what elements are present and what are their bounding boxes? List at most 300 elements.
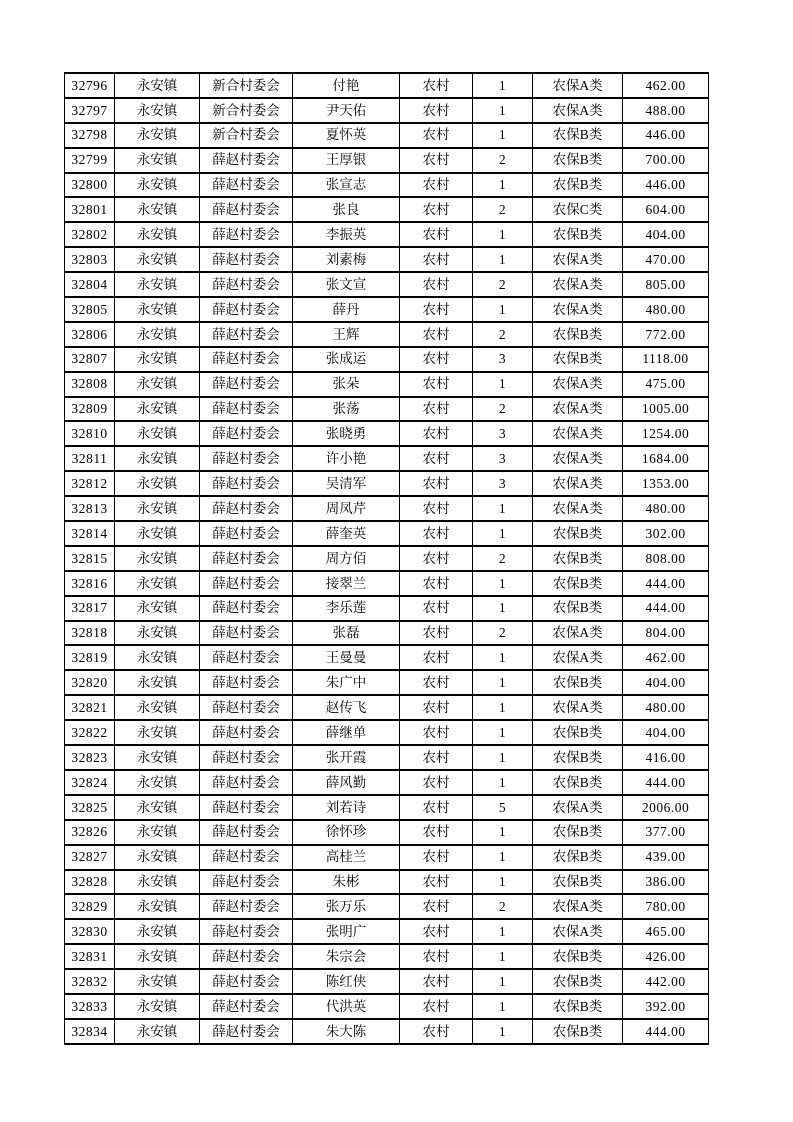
table-row xyxy=(65,272,709,297)
cell-name: 王厚银 xyxy=(293,148,400,173)
cell-serial: 32804 xyxy=(65,272,115,297)
cell-residence: 农村 xyxy=(400,421,473,446)
cell-category: 农保B类 xyxy=(533,845,623,870)
cell-residence: 农村 xyxy=(400,820,473,845)
cell-town: 永安镇 xyxy=(115,944,200,969)
cell-amount: 444.00 xyxy=(623,1019,709,1044)
cell-count: 1 xyxy=(473,98,533,123)
cell-category: 农保A类 xyxy=(533,247,623,272)
cell-serial: 32811 xyxy=(65,446,115,471)
cell-town: 永安镇 xyxy=(115,123,200,148)
cell-amount: 470.00 xyxy=(623,247,709,272)
cell-town: 永安镇 xyxy=(115,322,200,347)
table-row xyxy=(65,322,709,347)
cell-serial: 32827 xyxy=(65,845,115,870)
cell-name: 张万乐 xyxy=(293,894,400,919)
cell-name: 刘素梅 xyxy=(293,247,400,272)
cell-count: 1 xyxy=(473,1019,533,1044)
cell-amount: 1118.00 xyxy=(623,347,709,372)
table-row xyxy=(65,770,709,795)
cell-name: 薛奎英 xyxy=(293,521,400,546)
cell-category: 农保A类 xyxy=(533,919,623,944)
cell-residence: 农村 xyxy=(400,571,473,596)
cell-town: 永安镇 xyxy=(115,247,200,272)
cell-residence: 农村 xyxy=(400,123,473,148)
table-row xyxy=(65,546,709,571)
cell-category: 农保B类 xyxy=(533,173,623,198)
cell-village: 薛赵村委会 xyxy=(200,670,293,695)
cell-count: 1 xyxy=(473,571,533,596)
cell-village: 薛赵村委会 xyxy=(200,695,293,720)
cell-residence: 农村 xyxy=(400,645,473,670)
cell-amount: 416.00 xyxy=(623,745,709,770)
cell-serial: 32799 xyxy=(65,148,115,173)
cell-serial: 32820 xyxy=(65,670,115,695)
cell-amount: 446.00 xyxy=(623,173,709,198)
cell-serial: 32817 xyxy=(65,596,115,621)
cell-town: 永安镇 xyxy=(115,571,200,596)
cell-count: 1 xyxy=(473,944,533,969)
table-row xyxy=(65,745,709,770)
table-row xyxy=(65,98,709,123)
cell-village: 新合村委会 xyxy=(200,123,293,148)
cell-category: 农保A类 xyxy=(533,98,623,123)
cell-name: 薛风勤 xyxy=(293,770,400,795)
cell-town: 永安镇 xyxy=(115,197,200,222)
table-row xyxy=(65,197,709,222)
cell-village: 薛赵村委会 xyxy=(200,173,293,198)
cell-serial: 32803 xyxy=(65,247,115,272)
cell-count: 1 xyxy=(473,596,533,621)
table-row xyxy=(65,372,709,397)
cell-name: 李乐莲 xyxy=(293,596,400,621)
cell-amount: 604.00 xyxy=(623,197,709,222)
cell-name: 赵传飞 xyxy=(293,695,400,720)
cell-count: 1 xyxy=(473,870,533,895)
cell-name: 尹天佑 xyxy=(293,98,400,123)
cell-residence: 农村 xyxy=(400,919,473,944)
cell-town: 永安镇 xyxy=(115,795,200,820)
cell-serial: 32833 xyxy=(65,994,115,1019)
table-row xyxy=(65,148,709,173)
cell-amount: 462.00 xyxy=(623,645,709,670)
cell-amount: 426.00 xyxy=(623,944,709,969)
cell-residence: 农村 xyxy=(400,695,473,720)
cell-village: 薛赵村委会 xyxy=(200,944,293,969)
cell-serial: 32828 xyxy=(65,870,115,895)
cell-count: 3 xyxy=(473,471,533,496)
cell-village: 薛赵村委会 xyxy=(200,546,293,571)
cell-residence: 农村 xyxy=(400,770,473,795)
table-row xyxy=(65,471,709,496)
cell-village: 薛赵村委会 xyxy=(200,272,293,297)
cell-town: 永安镇 xyxy=(115,695,200,720)
table-row xyxy=(65,845,709,870)
cell-name: 张磊 xyxy=(293,621,400,646)
cell-amount: 302.00 xyxy=(623,521,709,546)
cell-count: 2 xyxy=(473,546,533,571)
cell-count: 3 xyxy=(473,421,533,446)
cell-serial: 32832 xyxy=(65,969,115,994)
cell-category: 农保A类 xyxy=(533,297,623,322)
cell-amount: 2006.00 xyxy=(623,795,709,820)
cell-village: 薛赵村委会 xyxy=(200,820,293,845)
cell-name: 张晓勇 xyxy=(293,421,400,446)
cell-amount: 444.00 xyxy=(623,770,709,795)
cell-amount: 488.00 xyxy=(623,98,709,123)
cell-category: 农保B类 xyxy=(533,870,623,895)
cell-name: 接翠兰 xyxy=(293,571,400,596)
cell-serial: 32807 xyxy=(65,347,115,372)
cell-category: 农保B类 xyxy=(533,521,623,546)
cell-residence: 农村 xyxy=(400,670,473,695)
cell-residence: 农村 xyxy=(400,795,473,820)
cell-residence: 农村 xyxy=(400,173,473,198)
cell-category: 农保B类 xyxy=(533,148,623,173)
cell-category: 农保B类 xyxy=(533,222,623,247)
cell-serial: 32802 xyxy=(65,222,115,247)
cell-residence: 农村 xyxy=(400,297,473,322)
cell-name: 周方佰 xyxy=(293,546,400,571)
cell-residence: 农村 xyxy=(400,596,473,621)
cell-name: 张文宣 xyxy=(293,272,400,297)
cell-residence: 农村 xyxy=(400,745,473,770)
cell-town: 永安镇 xyxy=(115,446,200,471)
cell-category: 农保B类 xyxy=(533,820,623,845)
cell-residence: 农村 xyxy=(400,720,473,745)
cell-category: 农保B类 xyxy=(533,347,623,372)
cell-town: 永安镇 xyxy=(115,621,200,646)
cell-amount: 1005.00 xyxy=(623,397,709,422)
cell-village: 薛赵村委会 xyxy=(200,894,293,919)
cell-count: 1 xyxy=(473,123,533,148)
cell-amount: 1684.00 xyxy=(623,446,709,471)
cell-town: 永安镇 xyxy=(115,845,200,870)
cell-name: 李振英 xyxy=(293,222,400,247)
table-row xyxy=(65,994,709,1019)
cell-amount: 465.00 xyxy=(623,919,709,944)
cell-amount: 780.00 xyxy=(623,894,709,919)
cell-category: 农保B类 xyxy=(533,546,623,571)
cell-name: 薛丹 xyxy=(293,297,400,322)
cell-village: 薛赵村委会 xyxy=(200,421,293,446)
cell-count: 1 xyxy=(473,695,533,720)
cell-count: 2 xyxy=(473,894,533,919)
table-row xyxy=(65,1019,709,1044)
cell-amount: 404.00 xyxy=(623,670,709,695)
cell-amount: 1254.00 xyxy=(623,421,709,446)
cell-category: 农保B类 xyxy=(533,770,623,795)
cell-count: 1 xyxy=(473,969,533,994)
cell-amount: 392.00 xyxy=(623,994,709,1019)
cell-category: 农保A类 xyxy=(533,621,623,646)
cell-serial: 32800 xyxy=(65,173,115,198)
cell-count: 1 xyxy=(473,372,533,397)
cell-category: 农保B类 xyxy=(533,994,623,1019)
cell-village: 薛赵村委会 xyxy=(200,247,293,272)
cell-serial: 32830 xyxy=(65,919,115,944)
cell-village: 薛赵村委会 xyxy=(200,720,293,745)
cell-residence: 农村 xyxy=(400,446,473,471)
cell-serial: 32824 xyxy=(65,770,115,795)
cell-serial: 32801 xyxy=(65,197,115,222)
cell-name: 代洪英 xyxy=(293,994,400,1019)
cell-name: 徐怀珍 xyxy=(293,820,400,845)
cell-village: 薛赵村委会 xyxy=(200,645,293,670)
cell-serial: 32812 xyxy=(65,471,115,496)
cell-town: 永安镇 xyxy=(115,770,200,795)
cell-town: 永安镇 xyxy=(115,994,200,1019)
cell-village: 薛赵村委会 xyxy=(200,521,293,546)
cell-serial: 32809 xyxy=(65,397,115,422)
cell-amount: 404.00 xyxy=(623,222,709,247)
cell-amount: 377.00 xyxy=(623,820,709,845)
cell-residence: 农村 xyxy=(400,347,473,372)
cell-amount: 700.00 xyxy=(623,148,709,173)
cell-amount: 444.00 xyxy=(623,571,709,596)
cell-village: 新合村委会 xyxy=(200,98,293,123)
cell-amount: 772.00 xyxy=(623,322,709,347)
cell-name: 吴清军 xyxy=(293,471,400,496)
cell-village: 薛赵村委会 xyxy=(200,397,293,422)
table-row xyxy=(65,123,709,148)
cell-serial: 32823 xyxy=(65,745,115,770)
cell-residence: 农村 xyxy=(400,546,473,571)
cell-category: 农保B类 xyxy=(533,969,623,994)
cell-count: 1 xyxy=(473,521,533,546)
cell-count: 2 xyxy=(473,148,533,173)
cell-town: 永安镇 xyxy=(115,870,200,895)
cell-amount: 446.00 xyxy=(623,123,709,148)
cell-residence: 农村 xyxy=(400,247,473,272)
table-row xyxy=(65,521,709,546)
cell-serial: 32818 xyxy=(65,621,115,646)
cell-category: 农保C类 xyxy=(533,197,623,222)
cell-town: 永安镇 xyxy=(115,521,200,546)
cell-residence: 农村 xyxy=(400,969,473,994)
cell-serial: 32806 xyxy=(65,322,115,347)
cell-count: 1 xyxy=(473,820,533,845)
table-row xyxy=(65,173,709,198)
cell-category: 农保A类 xyxy=(533,73,623,98)
table-row xyxy=(65,820,709,845)
cell-town: 永安镇 xyxy=(115,496,200,521)
cell-village: 薛赵村委会 xyxy=(200,870,293,895)
table-row xyxy=(65,870,709,895)
cell-town: 永安镇 xyxy=(115,919,200,944)
cell-serial: 32819 xyxy=(65,645,115,670)
cell-village: 薛赵村委会 xyxy=(200,222,293,247)
cell-category: 农保A类 xyxy=(533,421,623,446)
cell-name: 付艳 xyxy=(293,73,400,98)
table-row xyxy=(65,720,709,745)
cell-count: 1 xyxy=(473,770,533,795)
cell-count: 1 xyxy=(473,173,533,198)
cell-name: 张成运 xyxy=(293,347,400,372)
cell-category: 农保B类 xyxy=(533,745,623,770)
cell-town: 永安镇 xyxy=(115,969,200,994)
cell-count: 2 xyxy=(473,621,533,646)
cell-count: 1 xyxy=(473,994,533,1019)
cell-name: 许小艳 xyxy=(293,446,400,471)
cell-residence: 农村 xyxy=(400,222,473,247)
cell-amount: 439.00 xyxy=(623,845,709,870)
cell-village: 薛赵村委会 xyxy=(200,919,293,944)
cell-name: 周凤芹 xyxy=(293,496,400,521)
cell-name: 刘若诗 xyxy=(293,795,400,820)
cell-serial: 32825 xyxy=(65,795,115,820)
cell-amount: 480.00 xyxy=(623,297,709,322)
cell-serial: 32808 xyxy=(65,372,115,397)
cell-village: 薛赵村委会 xyxy=(200,994,293,1019)
cell-category: 农保A类 xyxy=(533,496,623,521)
cell-town: 永安镇 xyxy=(115,645,200,670)
cell-residence: 农村 xyxy=(400,322,473,347)
cell-count: 1 xyxy=(473,670,533,695)
table-row xyxy=(65,446,709,471)
cell-residence: 农村 xyxy=(400,73,473,98)
cell-category: 农保A类 xyxy=(533,272,623,297)
cell-village: 薛赵村委会 xyxy=(200,471,293,496)
cell-name: 张开霞 xyxy=(293,745,400,770)
cell-residence: 农村 xyxy=(400,471,473,496)
cell-category: 农保A类 xyxy=(533,795,623,820)
cell-name: 夏怀英 xyxy=(293,123,400,148)
cell-residence: 农村 xyxy=(400,496,473,521)
cell-village: 薛赵村委会 xyxy=(200,347,293,372)
cell-residence: 农村 xyxy=(400,845,473,870)
cell-residence: 农村 xyxy=(400,148,473,173)
cell-village: 薛赵村委会 xyxy=(200,446,293,471)
cell-category: 农保B类 xyxy=(533,944,623,969)
table-row xyxy=(65,421,709,446)
cell-town: 永安镇 xyxy=(115,546,200,571)
table-row xyxy=(65,397,709,422)
cell-serial: 32822 xyxy=(65,720,115,745)
cell-count: 2 xyxy=(473,272,533,297)
cell-amount: 808.00 xyxy=(623,546,709,571)
cell-village: 薛赵村委会 xyxy=(200,148,293,173)
cell-residence: 农村 xyxy=(400,944,473,969)
cell-serial: 32814 xyxy=(65,521,115,546)
cell-serial: 32821 xyxy=(65,695,115,720)
cell-amount: 1353.00 xyxy=(623,471,709,496)
cell-amount: 805.00 xyxy=(623,272,709,297)
cell-residence: 农村 xyxy=(400,397,473,422)
table-row xyxy=(65,969,709,994)
table-row xyxy=(65,596,709,621)
cell-count: 1 xyxy=(473,845,533,870)
cell-category: 农保A类 xyxy=(533,397,623,422)
cell-amount: 386.00 xyxy=(623,870,709,895)
cell-category: 农保A类 xyxy=(533,372,623,397)
cell-amount: 462.00 xyxy=(623,73,709,98)
table-row xyxy=(65,247,709,272)
cell-count: 1 xyxy=(473,222,533,247)
cell-count: 1 xyxy=(473,720,533,745)
cell-village: 薛赵村委会 xyxy=(200,845,293,870)
cell-serial: 32826 xyxy=(65,820,115,845)
cell-town: 永安镇 xyxy=(115,222,200,247)
cell-name: 朱宗会 xyxy=(293,944,400,969)
benefit-table xyxy=(64,72,709,1045)
cell-category: 农保B类 xyxy=(533,123,623,148)
cell-category: 农保A类 xyxy=(533,471,623,496)
table-row xyxy=(65,645,709,670)
cell-village: 薛赵村委会 xyxy=(200,969,293,994)
cell-name: 朱大陈 xyxy=(293,1019,400,1044)
cell-serial: 32813 xyxy=(65,496,115,521)
table-row xyxy=(65,695,709,720)
cell-village: 薛赵村委会 xyxy=(200,1019,293,1044)
cell-count: 2 xyxy=(473,397,533,422)
cell-residence: 农村 xyxy=(400,870,473,895)
cell-town: 永安镇 xyxy=(115,670,200,695)
cell-serial: 32829 xyxy=(65,894,115,919)
cell-name: 张朵 xyxy=(293,372,400,397)
cell-serial: 32831 xyxy=(65,944,115,969)
cell-name: 朱彬 xyxy=(293,870,400,895)
cell-village: 薛赵村委会 xyxy=(200,297,293,322)
cell-town: 永安镇 xyxy=(115,73,200,98)
cell-town: 永安镇 xyxy=(115,98,200,123)
table-row xyxy=(65,571,709,596)
cell-village: 薛赵村委会 xyxy=(200,571,293,596)
cell-name: 张宣志 xyxy=(293,173,400,198)
cell-town: 永安镇 xyxy=(115,596,200,621)
cell-town: 永安镇 xyxy=(115,894,200,919)
cell-category: 农保B类 xyxy=(533,571,623,596)
cell-count: 1 xyxy=(473,73,533,98)
cell-town: 永安镇 xyxy=(115,297,200,322)
cell-category: 农保B类 xyxy=(533,670,623,695)
cell-count: 2 xyxy=(473,197,533,222)
cell-serial: 32796 xyxy=(65,73,115,98)
cell-town: 永安镇 xyxy=(115,720,200,745)
cell-count: 3 xyxy=(473,446,533,471)
cell-name: 张荡 xyxy=(293,397,400,422)
cell-village: 薛赵村委会 xyxy=(200,372,293,397)
cell-count: 1 xyxy=(473,496,533,521)
cell-town: 永安镇 xyxy=(115,397,200,422)
table-row xyxy=(65,347,709,372)
cell-serial: 32815 xyxy=(65,546,115,571)
cell-category: 农保A类 xyxy=(533,894,623,919)
cell-village: 薛赵村委会 xyxy=(200,322,293,347)
cell-residence: 农村 xyxy=(400,98,473,123)
table-row xyxy=(65,621,709,646)
table-row xyxy=(65,222,709,247)
cell-town: 永安镇 xyxy=(115,347,200,372)
cell-town: 永安镇 xyxy=(115,372,200,397)
cell-category: 农保B类 xyxy=(533,720,623,745)
cell-residence: 农村 xyxy=(400,994,473,1019)
cell-amount: 444.00 xyxy=(623,596,709,621)
cell-town: 永安镇 xyxy=(115,272,200,297)
cell-name: 陈红侠 xyxy=(293,969,400,994)
cell-count: 3 xyxy=(473,347,533,372)
table-row xyxy=(65,894,709,919)
cell-name: 王曼曼 xyxy=(293,645,400,670)
cell-town: 永安镇 xyxy=(115,173,200,198)
cell-name: 王辉 xyxy=(293,322,400,347)
table-row xyxy=(65,297,709,322)
cell-count: 2 xyxy=(473,322,533,347)
cell-town: 永安镇 xyxy=(115,471,200,496)
cell-village: 新合村委会 xyxy=(200,73,293,98)
cell-town: 永安镇 xyxy=(115,820,200,845)
cell-count: 1 xyxy=(473,645,533,670)
